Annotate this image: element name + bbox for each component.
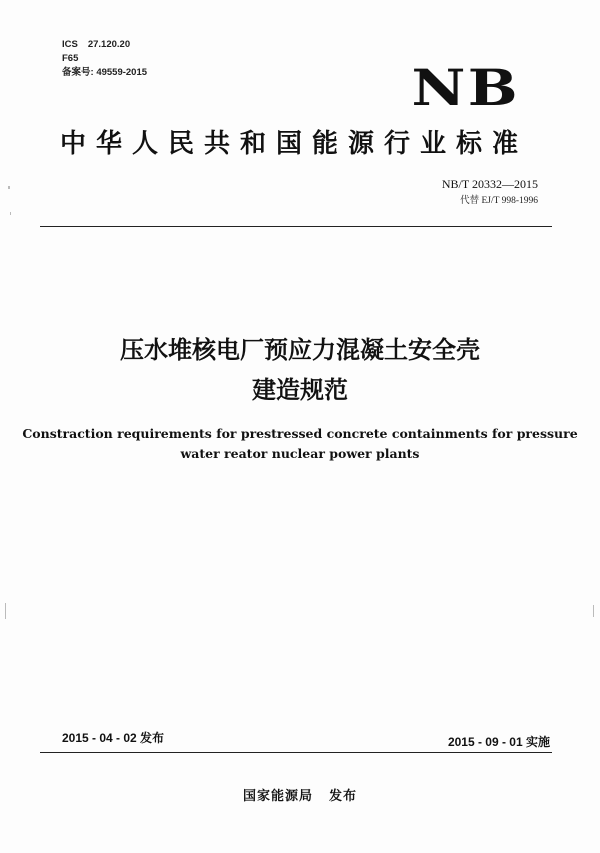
issuer-action: 发布 xyxy=(329,789,358,804)
top-divider xyxy=(40,226,552,227)
record-label: 备案号: xyxy=(62,67,94,78)
scan-artifact xyxy=(10,212,11,215)
scan-artifact xyxy=(8,186,10,189)
record-row xyxy=(62,66,147,80)
standard-title: 中华人民共和国能源行业标准 xyxy=(60,129,529,159)
scan-artifact xyxy=(593,605,594,617)
title-cn-line1: 压水堆核电厂预应力混凝土安全壳 xyxy=(120,336,480,364)
record-value: 49559-2015 xyxy=(96,67,148,78)
document-title-cn xyxy=(0,330,600,410)
ics-label: ICS xyxy=(62,39,78,50)
ics-value: 27.120.20 xyxy=(87,39,131,50)
issuer-org: 国家能源局 xyxy=(242,789,313,804)
standard-number: NB/T 20332—2015 xyxy=(441,177,538,191)
nb-logo: NB xyxy=(411,58,520,117)
title-en-line1: Constraction requirements for prestressed concrete containments for pressure xyxy=(22,426,578,441)
effective-date: 2015 - 09 - 01 实施 xyxy=(447,735,550,749)
ics-row xyxy=(62,38,147,52)
bottom-divider xyxy=(40,752,552,753)
issuer-line xyxy=(0,789,600,805)
title-en-line2: water reator nuclear power plants xyxy=(180,446,420,461)
replaces-note: 代替 EJ/T 998-1996 xyxy=(460,196,538,206)
document-title-en xyxy=(0,424,600,464)
classification-meta xyxy=(62,38,147,80)
class-code: F65 xyxy=(62,53,79,64)
issue-date: 2015 - 04 - 02 发布 xyxy=(62,731,165,745)
title-cn-line2: 建造规范 xyxy=(252,376,348,404)
scan-artifact xyxy=(5,603,6,619)
